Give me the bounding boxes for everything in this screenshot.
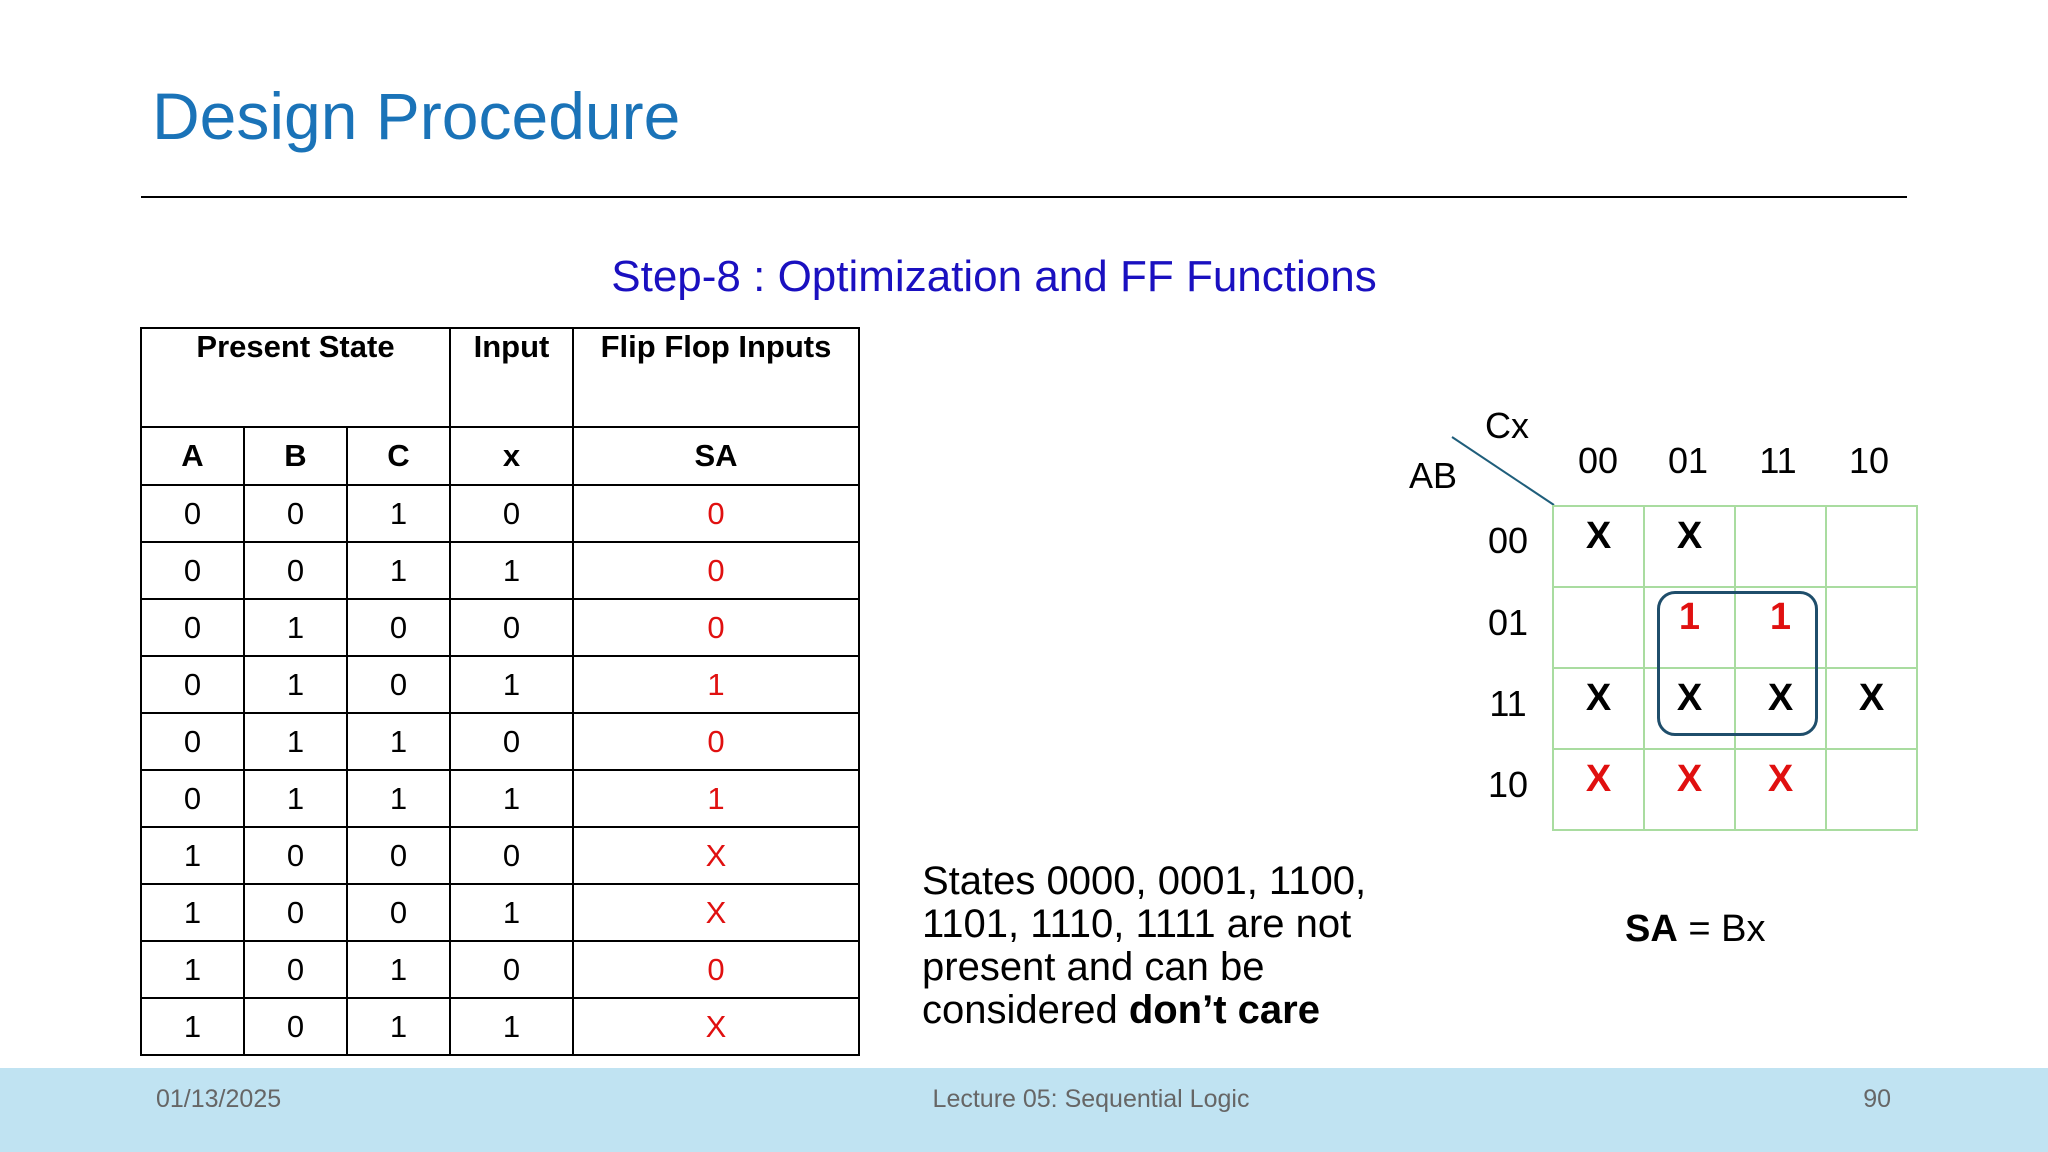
table-row	[141, 713, 859, 770]
kmap-cell-value: X	[1858, 677, 1885, 719]
kmap-cell-value: X	[1767, 677, 1794, 719]
table-cell: 0	[450, 827, 573, 884]
kmap-cell-value: X	[1767, 758, 1794, 800]
sa-cell: 0	[573, 599, 859, 656]
table-cell: 1	[141, 998, 244, 1055]
slide-title: Design Procedure	[152, 79, 681, 153]
sa-cell: X	[573, 827, 859, 884]
table-cell: 0	[347, 827, 450, 884]
column-a: A	[141, 427, 244, 485]
column-c: C	[347, 427, 450, 485]
sa-cell: 1	[573, 656, 859, 713]
table-row	[141, 827, 859, 884]
title-divider	[141, 196, 1907, 198]
table-cell: 1	[347, 485, 450, 542]
table-cell: 1	[244, 770, 347, 827]
kmap-cell	[1735, 506, 1826, 587]
sa-cell: X	[573, 998, 859, 1055]
table-cell: 0	[141, 599, 244, 656]
table-row	[141, 656, 859, 713]
kmap-cell-value: X	[1676, 758, 1703, 800]
table-cell: 0	[141, 542, 244, 599]
table-cell: 1	[141, 827, 244, 884]
table-cell: 0	[450, 941, 573, 998]
table-cell: 1	[141, 884, 244, 941]
sa-cell: X	[573, 884, 859, 941]
kmap-row	[1553, 749, 1917, 830]
page-number: 90	[1863, 1085, 1891, 1113]
kmap-cell-value: X	[1676, 515, 1703, 557]
slide-subtitle	[0, 252, 2048, 302]
table-cell: 1	[244, 599, 347, 656]
table-cell: 1	[244, 656, 347, 713]
table-row	[141, 884, 859, 941]
table-cell: 0	[141, 770, 244, 827]
kmap-row-label: 01	[1487, 602, 1529, 643]
kmap-cell	[1826, 668, 1917, 749]
table-cell: 0	[244, 941, 347, 998]
table-cell: 1	[347, 998, 450, 1055]
kmap-cell	[1553, 749, 1644, 830]
table-cell: 0	[450, 713, 573, 770]
sa-cell: 1	[573, 770, 859, 827]
kmap-row-variable: AB	[1409, 455, 1458, 496]
kmap-cell	[1644, 749, 1735, 830]
kmap-cell-value: X	[1585, 677, 1612, 719]
kmap-cell	[1826, 749, 1917, 830]
table-row	[141, 485, 859, 542]
table-cell: 1	[244, 713, 347, 770]
kmap-cell	[1826, 587, 1917, 668]
table-body	[141, 485, 859, 1055]
kmap-cell-value: 1	[1678, 596, 1701, 638]
table-cell: 1	[347, 770, 450, 827]
column-x: x	[450, 427, 573, 485]
footer-date: 01/13/2025	[156, 1085, 282, 1113]
kmap-row	[1553, 506, 1917, 587]
kmap-cell	[1826, 506, 1917, 587]
sa-cell: 0	[573, 485, 859, 542]
sa-cell: 0	[573, 941, 859, 998]
header-input: Input	[450, 328, 573, 427]
table-cell: 1	[450, 770, 573, 827]
header-flip-flop-inputs: Flip Flop Inputs	[573, 328, 859, 427]
kmap-cell	[1553, 668, 1644, 749]
footer-bar	[0, 1068, 2048, 1152]
equation-rhs: = Bx	[1677, 908, 1766, 950]
kmap-cell-value: X	[1585, 758, 1612, 800]
column-sa: SA	[573, 427, 859, 485]
kmap-col-label: 01	[1667, 440, 1709, 481]
kmap-row-label: 10	[1487, 764, 1529, 805]
table-cell: 0	[244, 485, 347, 542]
kmap-cell-value: X	[1585, 515, 1612, 557]
table-row	[141, 542, 859, 599]
kmap-col-label: 10	[1848, 440, 1890, 481]
table-cell: 1	[141, 941, 244, 998]
kmap-col-label: 00	[1577, 440, 1619, 481]
kmap-group-outline	[1657, 591, 1818, 736]
sa-cell: 0	[573, 542, 859, 599]
table-cell: 0	[244, 827, 347, 884]
table-cell: 0	[244, 998, 347, 1055]
kmap-col-label: 11	[1759, 440, 1797, 481]
table-cell: 1	[347, 941, 450, 998]
note-emphasis: don’t care	[1128, 988, 1320, 1032]
table-cell: 1	[450, 542, 573, 599]
column-b: B	[244, 427, 347, 485]
footer-lecture	[0, 1085, 2048, 1114]
table-cell: 1	[347, 713, 450, 770]
table-cell: 0	[244, 542, 347, 599]
table-cell: 0	[347, 656, 450, 713]
table-cell: 0	[450, 485, 573, 542]
sa-equation	[1625, 908, 1765, 951]
table-row	[141, 941, 859, 998]
sa-cell: 0	[573, 713, 859, 770]
kmap-cell	[1644, 506, 1735, 587]
table-cell: 0	[244, 884, 347, 941]
table-cell: 1	[347, 542, 450, 599]
table-cell: 0	[141, 485, 244, 542]
kmap-row-label: 00	[1487, 520, 1529, 561]
table-cell: 1	[450, 998, 573, 1055]
note-text: States 0000, 0001, 1100, 1101, 1110, 1111 are not present and can be considered	[922, 859, 1367, 1032]
footer-lecture-text: Lecture 05: Sequential Logic	[932, 1085, 1250, 1113]
table-cell: 0	[141, 656, 244, 713]
dont-care-note	[922, 860, 1442, 1032]
kmap-column-variable: Cx	[1485, 405, 1529, 446]
table-cell: 0	[347, 884, 450, 941]
kmap-row-label: 11	[1489, 683, 1527, 724]
table-cell: 1	[450, 656, 573, 713]
table-row	[141, 770, 859, 827]
state-table	[140, 327, 860, 1056]
table-cell: 0	[450, 599, 573, 656]
subtitle-text: Step-8 : Optimization and FF Functions	[611, 252, 1377, 301]
equation-lhs: SA	[1625, 908, 1678, 950]
kmap-cell-value: 1	[1769, 596, 1792, 638]
kmap-cell	[1553, 506, 1644, 587]
table-cell: 0	[141, 713, 244, 770]
kmap-cell	[1553, 587, 1644, 668]
table-row	[141, 599, 859, 656]
kmap-cell-value: X	[1676, 677, 1703, 719]
kmap-cell	[1735, 749, 1826, 830]
table-row	[141, 998, 859, 1055]
header-present-state: Present State	[141, 328, 450, 427]
table-cell: 1	[450, 884, 573, 941]
table-cell: 0	[347, 599, 450, 656]
